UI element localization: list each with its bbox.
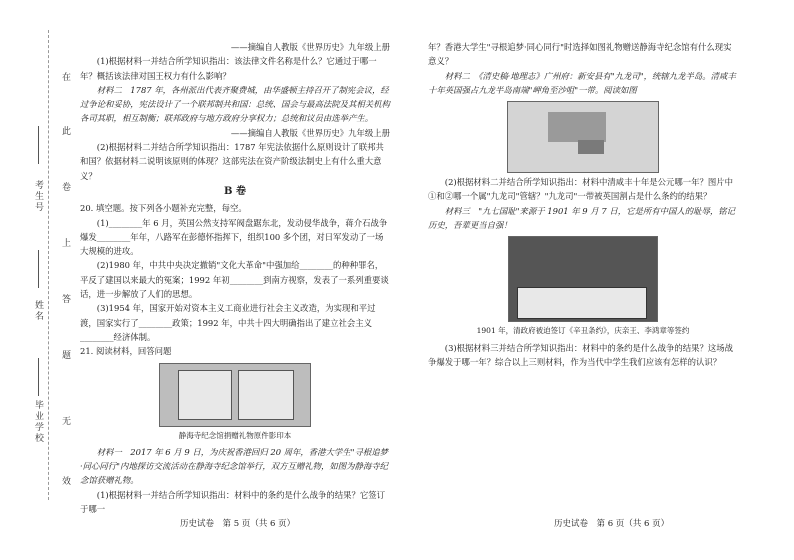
- material-21-2: 材料二 《清史稿·地理志》广州府：新安县有"九龙司"，统辖九龙半岛。清咸丰十年英国强占九龙半岛南端"岬角至沙咀"一带。阅读如图: [428, 70, 736, 95]
- question-2: (2)根据材料二并结合所学知识指出：1787 年宪法依据什么原则设计了联邦共和国？依据材料二说明该原则的体现？这部宪法在资产阶级法制史上有什么重大意义？: [80, 142, 384, 181]
- book-page-right: [238, 370, 294, 420]
- school-field[interactable]: [38, 358, 39, 396]
- map-peninsula: [578, 140, 604, 154]
- source-citation: ——摘编自人教版《世界历史》九年级上册: [230, 127, 390, 138]
- page-6-column: [428, 40, 738, 369]
- question-20-3: (3)1954 年，国家开始对资本主义工商业进行社会主义改造，为实现和平过渡，国家实行了________政策；1992 年，中共十四大明确指出了建立社会主义________经济体制。: [80, 303, 376, 342]
- binding-char: 无: [62, 417, 72, 427]
- question-21-3: (3)根据材料三并结合所学知识指出：材料中的条约是什么战争的结果？这场战争爆发于哪一年？综合以上三则材料，作为当代中学生我们应该有怎样的认识？: [428, 342, 734, 367]
- gift-photo: [159, 363, 311, 427]
- question-20-1: (1)________年 6 月，英国公然支持军阀盘踞东北，发动侵华战争，蒋介石战争爆发________年年，八路军在彭德怀指挥下，组织100 多个团，对日军发动了一场大规模的进攻。: [80, 217, 388, 257]
- school-label: 毕业学校: [33, 400, 43, 444]
- binding-char: 此: [62, 127, 72, 137]
- section-title: B 卷: [224, 185, 246, 197]
- binding-char: 上: [62, 239, 72, 249]
- binding-char: 卷: [62, 183, 72, 193]
- binding-char: 效: [62, 477, 72, 487]
- question-21: 21. 阅读材料，回答问题: [80, 346, 172, 357]
- treaty-photo: [508, 236, 658, 322]
- material-21-3: 材料三 "九七国耻"来源于 1901 年 9 月 7 日，它是所有中国人的耻辱，铭记历史，吾辈更当自强！: [428, 205, 735, 231]
- question-20: 20. 填空题。按下列各小题补充完整，每空。: [80, 203, 247, 214]
- cut-line: [48, 30, 49, 500]
- material-21-1: 材料一 2017 年 6 月 9 日，为庆祝香港回归 20 周年，香港大学生"寻根追梦·同心同行"内地探访交流活动在静海寺纪念馆举行，双方互赠礼物，如图为静海寺纪念馆获赠礼物。: [80, 446, 389, 486]
- question-1: (1)根据材料一并结合所学知识指出：该法律文件名称是什么？它通过于哪一年？概括该法律对国王权力有什么影响？: [80, 56, 377, 81]
- book-page-left: [178, 370, 232, 420]
- page-footer-right: 历史试卷 第 6 页（共 6 页）: [554, 519, 670, 529]
- binding-char: 在: [62, 73, 72, 83]
- photo-caption-box: [517, 287, 647, 319]
- binding-margin: [0, 0, 70, 560]
- kowloon-map: [507, 101, 659, 173]
- question-21-1: (1)根据材料一并结合所学知识指出：材料中的条约是什么战争的结果？它签订于哪一: [80, 489, 386, 515]
- binding-char: 题: [62, 351, 72, 361]
- name-field[interactable]: [38, 250, 39, 288]
- question-21-1-continued: 年？香港大学生"寻根追梦·同心同行"时选择如图礼物赠送静海寺纪念馆有什么现实意义？: [428, 42, 732, 67]
- figure-caption: 1901 年，清政府被迫签订《辛丑条约》，庆亲王、李鸿章等签约: [476, 326, 690, 336]
- student-id-label: 考生号: [33, 180, 43, 213]
- source-citation: ——摘编自人教版《世界历史》九年级上册: [230, 42, 390, 52]
- page-5-column: [80, 40, 390, 516]
- material-2: 材料二 1787 年，各州派出代表齐聚费城，由华盛顿主持召开了制宪会议，经过争论和妥协，宪法设计了一个联邦制共和国：总统、国会与最高法院及其相关机构各司其职，相互制衡；联邦政府与地方政府分享权力；总统和议员由选举产生。: [80, 84, 390, 124]
- question-20-2: (2)1980 年，中共中央决定撤销"文化大革命"中强加给________的种种罪名，平反了建国以来最大的冤案；1992 年初________到南方视察，发表了一系列重要谈话，进一步解放了人们的思想。: [80, 260, 389, 300]
- map-landmass: [548, 112, 606, 142]
- binding-char: 答: [62, 295, 72, 305]
- name-label: 姓名: [33, 300, 43, 322]
- question-21-2: (2)根据材料二并结合所学知识指出：材料中清咸丰十年是公元哪一年？图片中①和②哪一个属"九龙司"管辖？"九龙司"一带被英国割占是什么条约的结果？: [428, 177, 734, 202]
- figure-caption: 静海寺纪念馆捐赠礼物原件影印本: [178, 430, 292, 440]
- student-id-field[interactable]: [38, 126, 39, 164]
- page-footer-left: 历史试卷 第 5 页（共 6 页）: [180, 519, 296, 529]
